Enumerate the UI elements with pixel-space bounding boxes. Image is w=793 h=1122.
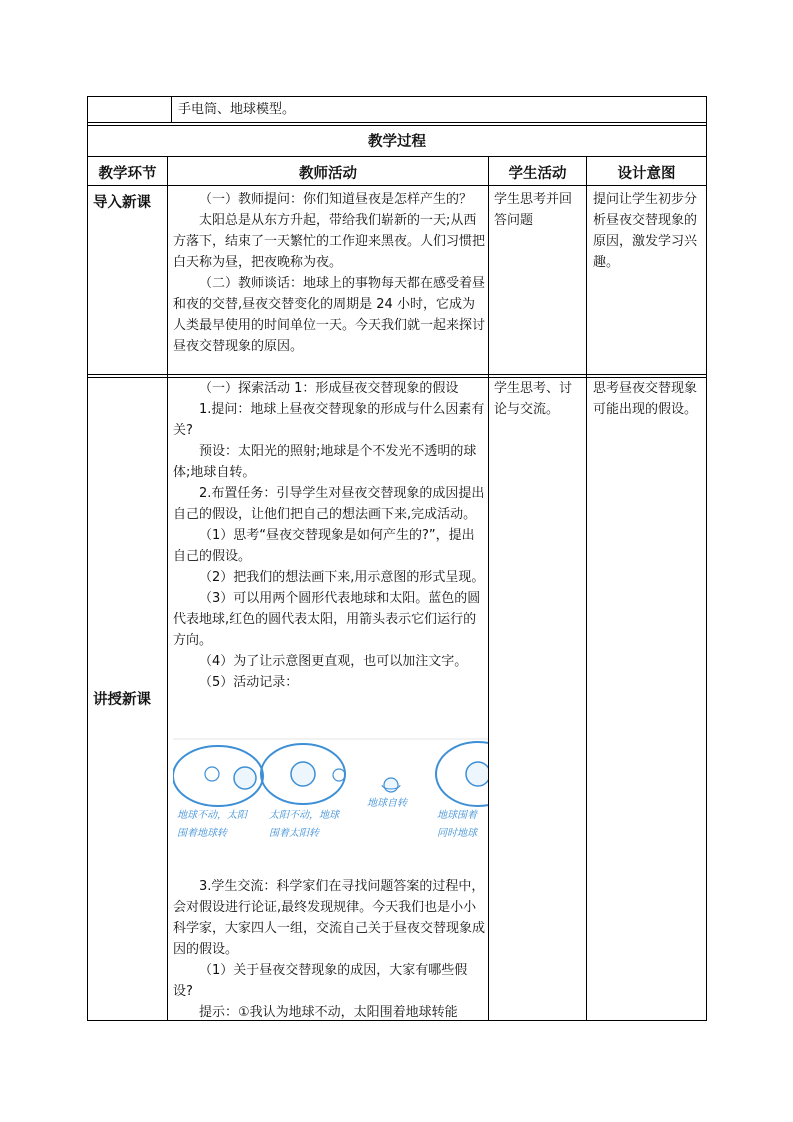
- intro-student-activity: 学生思考并回答问题: [494, 192, 573, 228]
- intro-paragraph: （二）教师谈话：地球上的事物每天都在感受着昼和夜的交替,昼夜交替变化的周期是 24 小时，它成为人类最早使用的时间单位一天。今天我们就一起来探讨昼夜交替现象的原因。: [173, 276, 486, 354]
- lecture-paragraph: 提示：①我认为地球不动，太阳围着地球转能: [199, 1005, 458, 1020]
- lecture-paragraph: （2）把我们的想法画下来,用示意图的形式呈现。: [199, 570, 485, 585]
- diagram-label: 围着地球转: [177, 828, 227, 839]
- sketch-earth-rotation: [382, 778, 400, 792]
- intro-design-intent: 提问让学生初步分析昼夜交替现象的原因，激发学习兴趣。: [593, 192, 698, 270]
- process-title: 教学过程: [368, 134, 426, 150]
- header-teacher: 教师活动: [299, 166, 357, 182]
- intro-paragraph: 太阳总是从东方升起，带给我们崭新的一天;从西方落下，结束了一天繁忙的工作迎来黑夜。人们习惯把白天称为昼，把夜晚称为夜。: [173, 213, 486, 270]
- lecture-student-activity: 学生思考、讨论与交流。: [494, 381, 573, 417]
- lecture-paragraph: （1）关于昼夜交替现象的成因，大家有哪些假设?: [173, 963, 468, 999]
- intro-teacher-activity: [173, 189, 485, 357]
- lecture-paragraph: 2.布置任务：引导学生对昼夜交替现象的成因提出自己的假设，让他们把自己的想法画下来,完成活动。: [173, 486, 485, 522]
- lecture-paragraph: （5）活动记录：: [199, 675, 299, 690]
- header-student: 学生活动: [508, 166, 567, 182]
- sketch-earth-orbits-and-rotates: [436, 742, 488, 806]
- diagram-label: 地球自转: [367, 798, 407, 809]
- diagram-label: 地球围着: [437, 810, 477, 821]
- lecture-paragraph: （3）可以用两个圆形代表地球和太阳。蓝色的圆代表地球,红色的圆代表太阳，用箭头表示它们运行的方向。: [173, 591, 481, 648]
- lecture-teacher-activity-b: [173, 876, 485, 1023]
- stage-lecture: 讲授新课: [93, 692, 151, 708]
- orbit-sketches: [173, 738, 488, 853]
- header-stage: 教学环节: [98, 166, 157, 182]
- lecture-paragraph: 3.学生交流：科学家们在寻找问题答案的过程中，会对假设进行论证,最终发现规律。今天我们也是小小科学家，大家四人一组，交流自己关于昼夜交替现象成因的假设。: [173, 879, 486, 957]
- sketch-earth-still-sun-orbits: [173, 746, 263, 806]
- lecture-paragraph: 1.提问：地球上昼夜交替现象的形成与什么因素有关?: [173, 402, 485, 438]
- sketch-sun-still-earth-orbits: [261, 744, 345, 804]
- lecture-design-intent: 思考昼夜交替现象可能出现的假设。: [593, 381, 698, 417]
- diagram-label: 太阳不动，地球: [269, 810, 339, 821]
- diagram-label: 围着太阳转: [269, 828, 319, 839]
- lecture-paragraph: （一）探索活动 1：形成昼夜交替现象的假设: [199, 381, 459, 396]
- stage-intro: 导入新课: [93, 195, 151, 211]
- diagram-label: 同时地球: [437, 828, 477, 839]
- header-intent: 设计意图: [617, 166, 676, 182]
- lecture-teacher-activity-a: [173, 378, 485, 693]
- lecture-paragraph: （1）思考“昼夜交替现象是如何产生的?”，提出自己的假设。: [173, 528, 475, 564]
- lecture-paragraph: 预设：太阳光的照射;地球是个不发光不透明的球体;地球自转。: [173, 444, 477, 480]
- activity-record-diagram: [173, 738, 488, 853]
- materials-text: 手电筒、地球模型。: [178, 102, 296, 117]
- diagram-label: 地球不动，太阳: [177, 810, 247, 821]
- lecture-paragraph: （4）为了让示意图更直观，也可以加注文字。: [199, 654, 468, 669]
- intro-paragraph: （一）教师提问：你们知道昼夜是怎样产生的？: [199, 192, 473, 207]
